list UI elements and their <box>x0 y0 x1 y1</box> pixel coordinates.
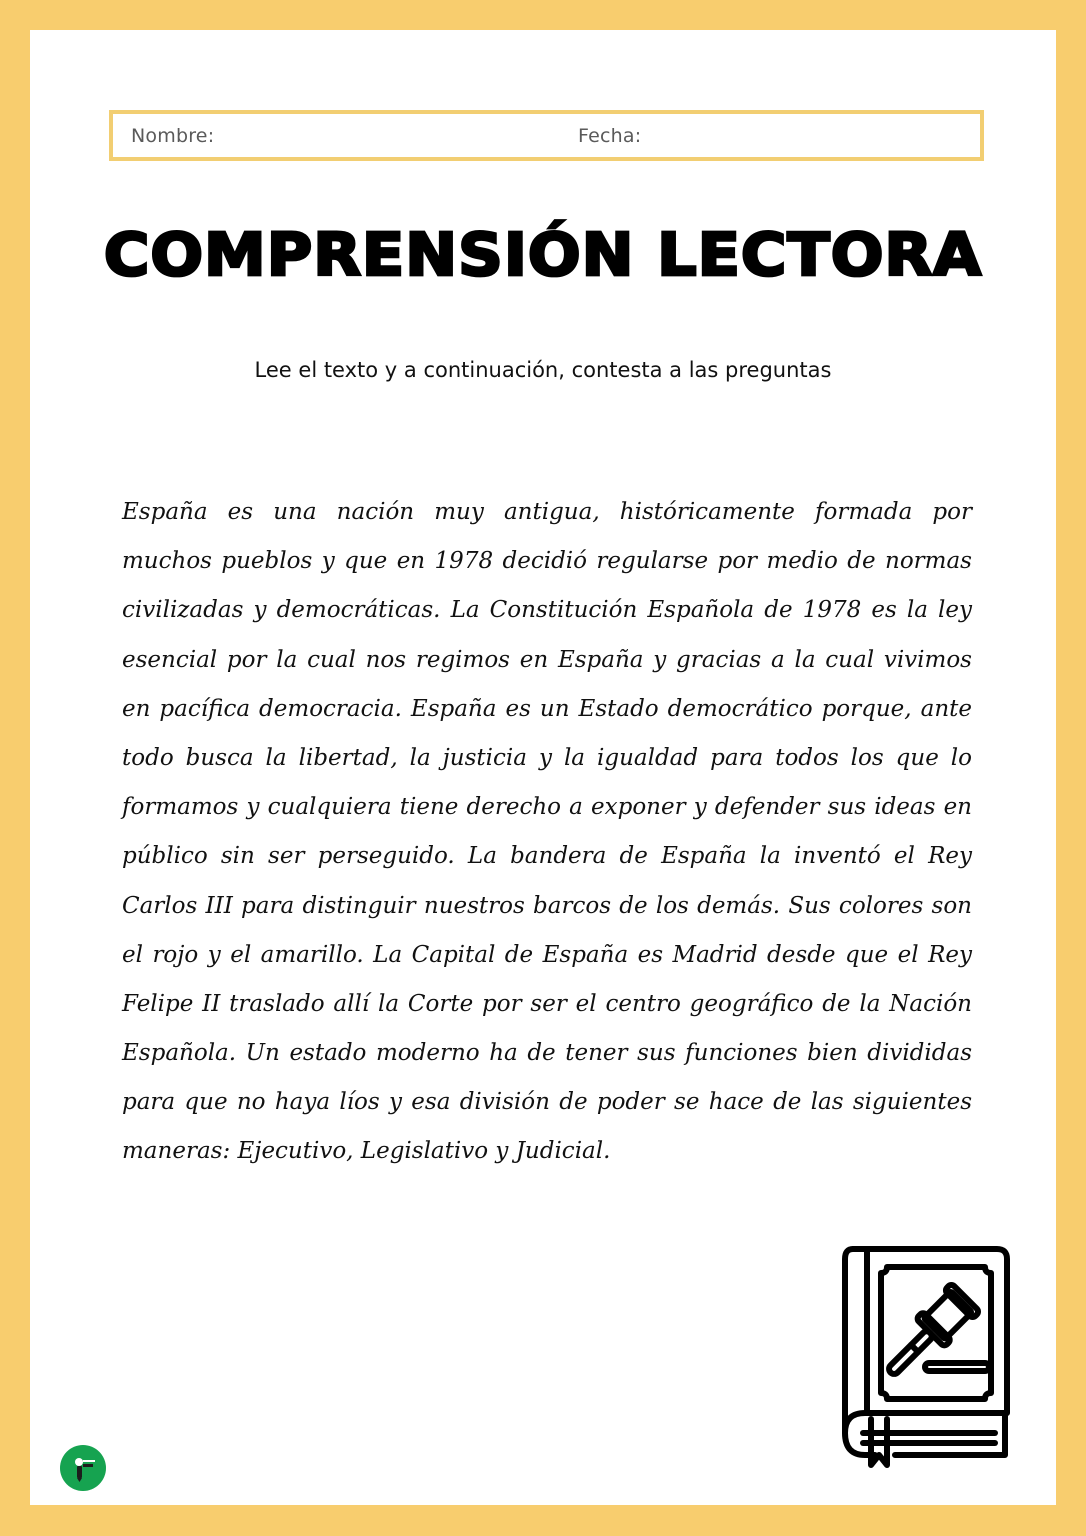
reading-passage <box>122 488 972 1177</box>
passage-line: todo busca la libertad, la justicia y la igualdad para todos los que lo <box>122 744 972 771</box>
passage-line: maneras: Ejecutivo, Legislativo y Judicial. <box>122 1138 611 1165</box>
passage-line: muchos pueblos y que en 1978 decidió regularse por medio de normas <box>122 548 972 575</box>
passage-line: público sin ser perseguido. La bandera de España la inventó el Rey <box>122 843 972 870</box>
law-book-gavel-icon <box>835 1243 1015 1471</box>
date-label: Fecha: <box>578 125 642 147</box>
passage-line: para que no haya líos y esa división de poder se hace de las siguientes <box>122 1089 972 1116</box>
name-date-box <box>109 110 984 161</box>
publisher-logo-icon <box>60 1445 106 1491</box>
passage-line: esencial por la cual nos regimos en España y gracias a la cual vivimos <box>122 646 972 673</box>
passage-line: civilizadas y democráticas. La Constitución Española de 1978 es la ley <box>122 597 972 624</box>
passage-line: el rojo y el amarillo. La Capital de España es Madrid desde que el Rey <box>122 941 972 968</box>
worksheet-page <box>30 30 1056 1505</box>
passage-line: España es una nación muy antigua, históricamente formada por <box>122 499 972 525</box>
passage-line: en pacífica democracia. España es un Estado democrático porque, ante <box>122 695 972 722</box>
passage-line: Felipe II traslado allí la Corte por ser el centro geográfico de la Nación <box>122 990 972 1017</box>
page-title: COMPRENSIÓN LECTORA <box>103 219 983 290</box>
name-label: Nombre: <box>131 125 215 147</box>
passage-line: formamos y cualquiera tiene derecho a exponer y defender sus ideas en <box>122 794 972 821</box>
passage-line: Española. Un estado moderno ha de tener sus funciones bien divididas <box>122 1040 972 1067</box>
passage-line: Carlos III para distinguir nuestros barcos de los demás. Sus colores son <box>122 892 972 919</box>
instruction-text: Lee el texto y a continuación, contesta a las preguntas <box>254 358 832 382</box>
